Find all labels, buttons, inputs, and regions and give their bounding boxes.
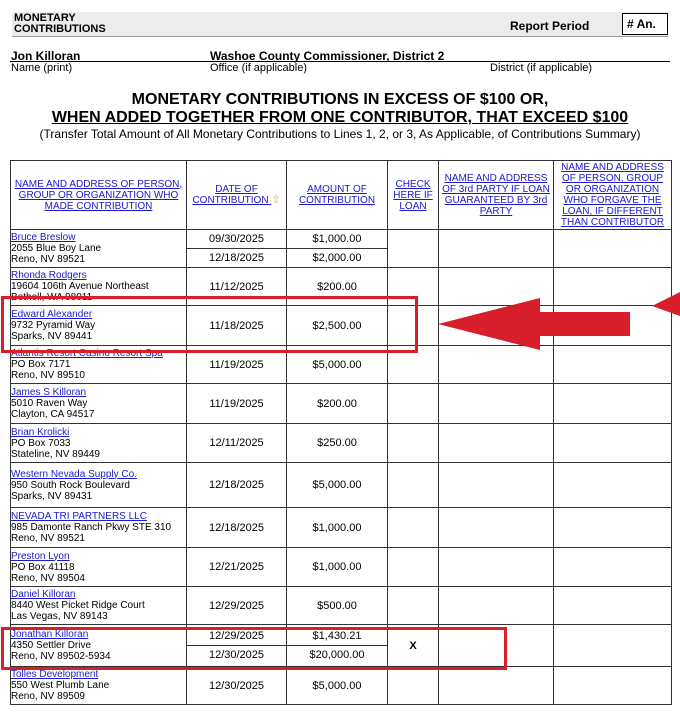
- amount-cell: [287, 508, 388, 548]
- contributor-address-line1: 950 South Rock Boulevard: [11, 479, 130, 491]
- contributor-name-link[interactable]: Preston Lyon: [11, 550, 70, 562]
- contributor-address-line2: Stateline, NV 89449: [11, 448, 100, 460]
- loan-check-cell[interactable]: [388, 667, 439, 705]
- date-cell: [187, 463, 287, 508]
- red-arrow-partial-icon: [652, 292, 680, 316]
- contribution-amount: $200.00: [317, 397, 357, 410]
- contribution-amount: $250.00: [317, 437, 357, 449]
- contribution-date: 11/12/2025: [209, 280, 264, 293]
- third-party-cell: [439, 384, 554, 424]
- col-header-contributor[interactable]: NAME AND ADDRESS OF PERSON, GROUP OR ORGANIZATION WHO MADE CONTRIBUTION: [11, 161, 187, 230]
- contributor-name-link[interactable]: Western Nevada Supply Co.: [11, 468, 137, 480]
- contributor-address-line2: Reno, NV 89502-5934: [11, 651, 111, 662]
- contributor-address-line2: Reno, NV 89510: [11, 370, 85, 381]
- third-party-cell: [439, 548, 554, 587]
- table-row: [11, 463, 672, 508]
- report-period-label: Report Period: [510, 19, 590, 33]
- contributor-name-link[interactable]: James S Killoran: [11, 387, 87, 398]
- contributor-address-line1: PO Box 41118: [11, 561, 75, 573]
- contribution-date: 09/30/2025: [208, 233, 265, 245]
- date-cell: [187, 587, 287, 625]
- third-party-cell: [439, 463, 554, 508]
- contribution-date: 11/18/2025: [209, 319, 264, 332]
- section-title-line2: WHEN ADDED TOGETHER FROM ONE CONTRIBUTOR, THAT EXCEED $100: [51, 109, 629, 126]
- contribution-amount: $2,500.00: [312, 319, 362, 332]
- contributor-address-line2: Reno, NV 89521: [11, 254, 85, 265]
- loan-check-cell[interactable]: [388, 384, 439, 424]
- name-label: Name (print): [11, 62, 73, 74]
- contributor-name-link[interactable]: Tolles Development: [11, 669, 99, 680]
- form-title-line1: MONETARY: [14, 12, 76, 24]
- contribution-amount: $2,000.00: [287, 248, 387, 267]
- table-row: [11, 424, 672, 463]
- forgiver-cell: [554, 384, 672, 424]
- contributor-address-line1: 19604 106th Avenue Northeast: [11, 281, 149, 292]
- contributor-address-line2: Las Vegas, NV 89143: [11, 611, 108, 622]
- form-title: [14, 13, 106, 35]
- col-header-amount[interactable]: AMOUNT OF CONTRIBUTION: [287, 161, 388, 230]
- forgiver-cell: [554, 424, 672, 463]
- col-header-date[interactable]: DATE OF CONTRIBUTION ⇧: [187, 161, 287, 230]
- forgiver-cell: [554, 508, 672, 548]
- date-cell: [187, 667, 287, 705]
- table-row: [11, 667, 672, 705]
- loan-check-cell[interactable]: [388, 587, 439, 625]
- contributor-address-line1: PO Box 7171: [11, 359, 71, 370]
- contribution-amount: $200.00: [317, 280, 357, 293]
- third-party-cell: [439, 424, 554, 463]
- contributor-name-link[interactable]: Daniel Killoran: [11, 589, 76, 600]
- contributor-cell: [11, 384, 187, 424]
- forgiver-cell: [554, 625, 672, 667]
- contributor-name-link[interactable]: Rhonda Rodgers: [11, 270, 87, 281]
- contribution-amount: $1,000.00: [312, 521, 362, 534]
- contribution-date: 12/30/2025: [187, 645, 286, 664]
- contribution-amount: $5,000.00: [312, 358, 362, 371]
- table-row: [11, 548, 672, 587]
- amount-cell: [287, 424, 388, 463]
- contribution-date: 12/18/2025: [187, 248, 286, 267]
- loan-check-cell[interactable]: [388, 424, 439, 463]
- contribution-amount: $1,000.00: [312, 233, 362, 245]
- contributor-name-link[interactable]: Brian Krolicki: [11, 426, 70, 438]
- loan-check-cell[interactable]: [388, 230, 439, 268]
- third-party-cell: [439, 508, 554, 548]
- contributor-address-line1: 2055 Blue Boy Lane: [11, 243, 102, 254]
- contributor-cell: [11, 587, 187, 625]
- office-label: Office (if applicable): [210, 62, 308, 74]
- section-title-line1: MONETARY CONTRIBUTIONS IN EXCESS OF $100 OR,: [131, 91, 549, 108]
- loan-check-cell[interactable]: X: [388, 625, 439, 667]
- contributor-address-line1: 4350 Settler Drive: [11, 640, 92, 651]
- amount-cell: [287, 463, 388, 508]
- contribution-date: 12/29/2025: [208, 599, 265, 612]
- contribution-amount: $20,000.00: [287, 645, 387, 664]
- date-cell: [187, 424, 287, 463]
- col-header-third-party[interactable]: NAME AND ADDRESS OF 3rd PARTY IF LOAN GUARANTEED BY 3rd PARTY: [439, 161, 554, 230]
- contributor-address-line1: 9732 Pyramid Way: [11, 320, 96, 331]
- contributor-address-line1: 985 Damonte Ranch Pkwy STE 310: [11, 522, 172, 533]
- contributor-name-link[interactable]: Edward Alexander: [11, 309, 93, 320]
- contribution-date: 11/19/2025: [209, 358, 264, 371]
- amount-cell: [287, 230, 388, 268]
- red-arrow-left-icon: [438, 298, 630, 350]
- contributor-address-line1: 8440 West Picket Ridge Court: [11, 600, 145, 611]
- contribution-amount: $5,000.00: [312, 679, 362, 692]
- contribution-amount: $1,430.21: [312, 630, 362, 642]
- loan-check-cell[interactable]: [388, 508, 439, 548]
- highlight-box-jonathan-killoran: [1, 627, 507, 670]
- date-cell: [187, 384, 287, 424]
- third-party-cell: [439, 587, 554, 625]
- contributor-name-link[interactable]: Atlantis Resort Casino Resort Spa: [11, 348, 163, 359]
- contribution-date: 12/18/2025: [208, 521, 265, 534]
- contribution-date: 11/19/2025: [209, 397, 264, 410]
- contributor-name-link[interactable]: Bruce Breslow: [11, 232, 76, 243]
- contributor-address-line2: Reno, NV 89521: [11, 533, 85, 544]
- table-header-row: [11, 161, 672, 230]
- amount-cell: [287, 548, 388, 587]
- highlight-box-edward-alexander: [1, 296, 418, 353]
- date-cell: [187, 230, 287, 268]
- contributions-table: [10, 160, 672, 705]
- filer-name: Jon Killoran: [11, 49, 81, 63]
- amount-cell: [287, 667, 388, 705]
- col-header-forgiver[interactable]: NAME AND ADDRESS OF PERSON, GROUP OR ORGANIZATION WHO FORGAVE THE LOAN, IF DIFFERENT THAN CONTRIBUTOR: [554, 161, 672, 230]
- loan-check-cell[interactable]: [388, 463, 439, 508]
- forgiver-cell: [554, 587, 672, 625]
- date-cell: [187, 548, 287, 587]
- table-row: [11, 508, 672, 548]
- contributor-address-line1: 550 West Plumb Lane: [11, 680, 110, 691]
- contributor-address-line2: Sparks, NV 89431: [11, 490, 93, 502]
- contributor-cell: [11, 508, 187, 548]
- amount-cell: [287, 384, 388, 424]
- contributor-address-line2: Clayton, CA 94517: [11, 409, 95, 420]
- table-row: [11, 587, 672, 625]
- col-header-loan[interactable]: CHECK HERE IF LOAN: [388, 161, 439, 230]
- contributor-cell: [11, 230, 187, 268]
- contributor-address-line2: Sparks, NV 89441: [11, 331, 93, 342]
- contributor-cell: [11, 463, 187, 508]
- district-label: District (if applicable): [490, 62, 593, 74]
- loan-check-cell[interactable]: [388, 548, 439, 587]
- sort-arrow-icon[interactable]: ⇧: [271, 194, 281, 206]
- contributor-name-link[interactable]: NEVADA TRI PARTNERS LLC: [11, 511, 147, 522]
- contribution-amount: $500.00: [317, 599, 357, 612]
- forgiver-cell: [554, 548, 672, 587]
- contributor-address-line2: Bothell, WA 98011: [11, 292, 93, 303]
- contribution-date: 12/18/2025: [208, 479, 265, 491]
- third-party-cell: [439, 230, 554, 268]
- contributor-name-link[interactable]: Jonathan Killoran: [11, 629, 89, 640]
- contributor-cell: [11, 548, 187, 587]
- contributor-address-line1: PO Box 7033: [11, 437, 71, 449]
- amount-cell: [287, 587, 388, 625]
- third-party-cell: [439, 667, 554, 705]
- date-cell: [187, 508, 287, 548]
- contribution-amount: $5,000.00: [312, 479, 362, 491]
- contributor-address-line1: 5010 Raven Way: [11, 398, 88, 409]
- contribution-amount: $1,000.00: [312, 561, 362, 573]
- contributor-address-line2: Reno, NV 89509: [11, 691, 85, 702]
- contribution-date: 12/11/2025: [209, 437, 264, 449]
- forgiver-cell: [554, 230, 672, 268]
- contributor-address-line2: Reno, NV 89504: [11, 572, 85, 584]
- forgiver-cell: [554, 463, 672, 508]
- filer-office: Washoe County Commissioner, District 2: [210, 49, 445, 63]
- section-subtitle: (Transfer Total Amount of All Monetary Contributions to Lines 1, 2, or 3, As Applicable, of Contributions Summary): [39, 127, 641, 141]
- contribution-date: 12/29/2025: [208, 630, 265, 642]
- table-row: [11, 384, 672, 424]
- contribution-date: 12/30/2025: [208, 679, 265, 692]
- annotation-arrows: [430, 292, 680, 358]
- table-row: [11, 230, 672, 268]
- form-title-line2: CONTRIBUTIONS: [14, 23, 106, 35]
- contributor-cell: [11, 667, 187, 705]
- contribution-date: 12/21/2025: [208, 561, 265, 573]
- forgiver-cell: [554, 667, 672, 705]
- contributor-cell: [11, 424, 187, 463]
- page-number-box: # An.: [622, 13, 668, 35]
